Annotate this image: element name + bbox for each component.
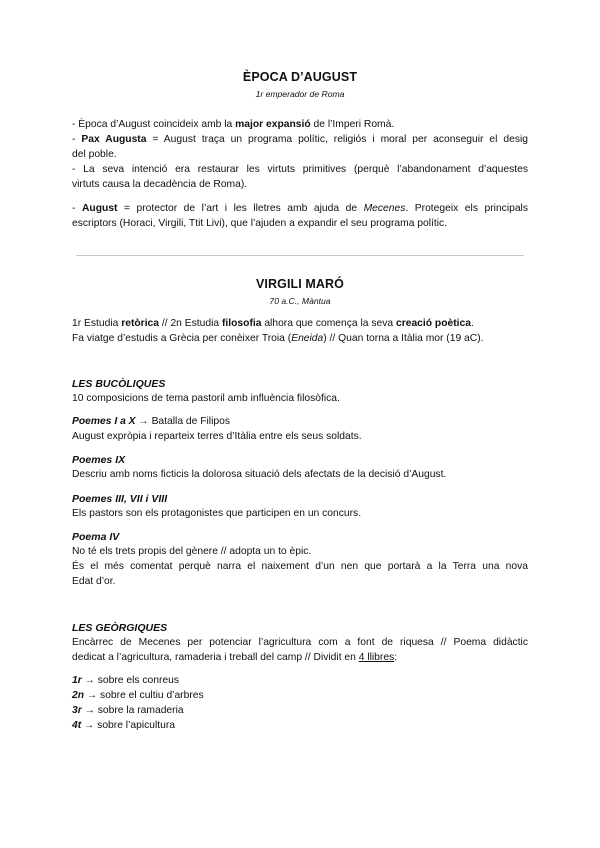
poems-1-10-line: Poemes I a X → Batalla de Filipos [72,416,230,427]
section-title-virgili: VIRGILI MARÓ [255,277,344,291]
book-number: 2n [72,690,85,701]
heading-bucoliques: LES BUCÒLIQUES [72,378,166,390]
bucoliques-intro: 10 composicions de tema pastoril amb influència filosòfica. [72,393,340,404]
paragraph-august-2: - Pax Augusta = August traça un programa polític, religiós i moral per aconseguir el desig [72,134,528,145]
heading-georgiques: LES GEÒRGIQUES [72,622,168,634]
section-subtitle-august: 1r emperador de Roma [255,89,345,99]
paragraph-august-1: - Època d’August coincideix amb la major expansió de l’Imperi Romà. [72,119,395,130]
section-subtitle-virgili: 70 a.C., Màntua [269,296,331,306]
book-text: → sobre els conreus [81,675,180,686]
georgiques-intro-2: dedicat a l’agricultura, ramaderia i treball del camp // Dividit en 4 llibres: [72,652,398,663]
poems-9-heading: Poemes IX [72,454,126,466]
poema-4-desc-2: És el més comentat perquè narra el naixement d’un nen que portarà a la Terra una nova [72,561,528,572]
book-item [72,689,528,703]
section-title-august: ÈPOCA D’AUGUST [242,70,358,84]
book-text: → sobre l’apicultura [81,720,176,731]
poema-4-desc-3: Edat d’or. [72,576,116,587]
paragraph-august-4: - August = protector de l’art i les lletres amb ajuda de Mecenes. Protegeix els principals [72,203,528,214]
poema-4-heading: Poema IV [72,531,120,543]
book-item [72,704,528,718]
poema-4-desc-1: No té els trets propis del gènere // adopta un to èpic. [72,546,312,557]
book-number: 3r [72,705,82,716]
poems-3-7-8-heading: Poemes III, VII i VIII [72,493,168,505]
paragraph-august-2b: del poble. [72,149,117,160]
georgiques-intro-1: Encàrrec de Mecenes per potenciar l’agricultura com a font de riquesa // Poema didàctic [72,637,528,648]
paragraph-august-4b: escriptors (Horaci, Virgili, Ttit Livi), que l’ajuden a expandir el seu programa polític. [72,218,448,229]
book-text: → sobre la ramaderia [81,705,184,716]
book-item [72,674,528,688]
poems-3-7-8-desc: Els pastors son els protagonistes que participen en un concurs. [72,508,362,519]
poems-9-desc: Descriu amb noms ficticis la dolorosa situació dels afectats de la decisió d’August. [72,469,447,480]
paragraph-august-3a: - La seva intenció era restaurar les virtuts primitives (perquè l’abandonament d’aquestes [72,164,528,175]
book-item [72,719,528,733]
book-number: 4t [72,720,82,731]
paragraph-august-3b: virtuts causa la decadència de Roma). [72,179,248,190]
poems-1-10-desc: August expròpia i reparteix terres d’Itàlia entre els seus soldats. [72,431,362,442]
book-number: 1r [72,675,82,686]
book-text: → sobre el cultiu d’arbres [84,690,204,701]
section-divider [76,255,524,256]
paragraph-virgili-2: Fa viatge d’estudis a Grècia per conèixer Troia (Eneida) // Quan torna a Itàlia mor (19 aC). [72,333,484,344]
paragraph-virgili-1: 1r Estudia retòrica // 2n Estudia filosofia alhora que comença la seva creació poètica. [72,318,474,329]
